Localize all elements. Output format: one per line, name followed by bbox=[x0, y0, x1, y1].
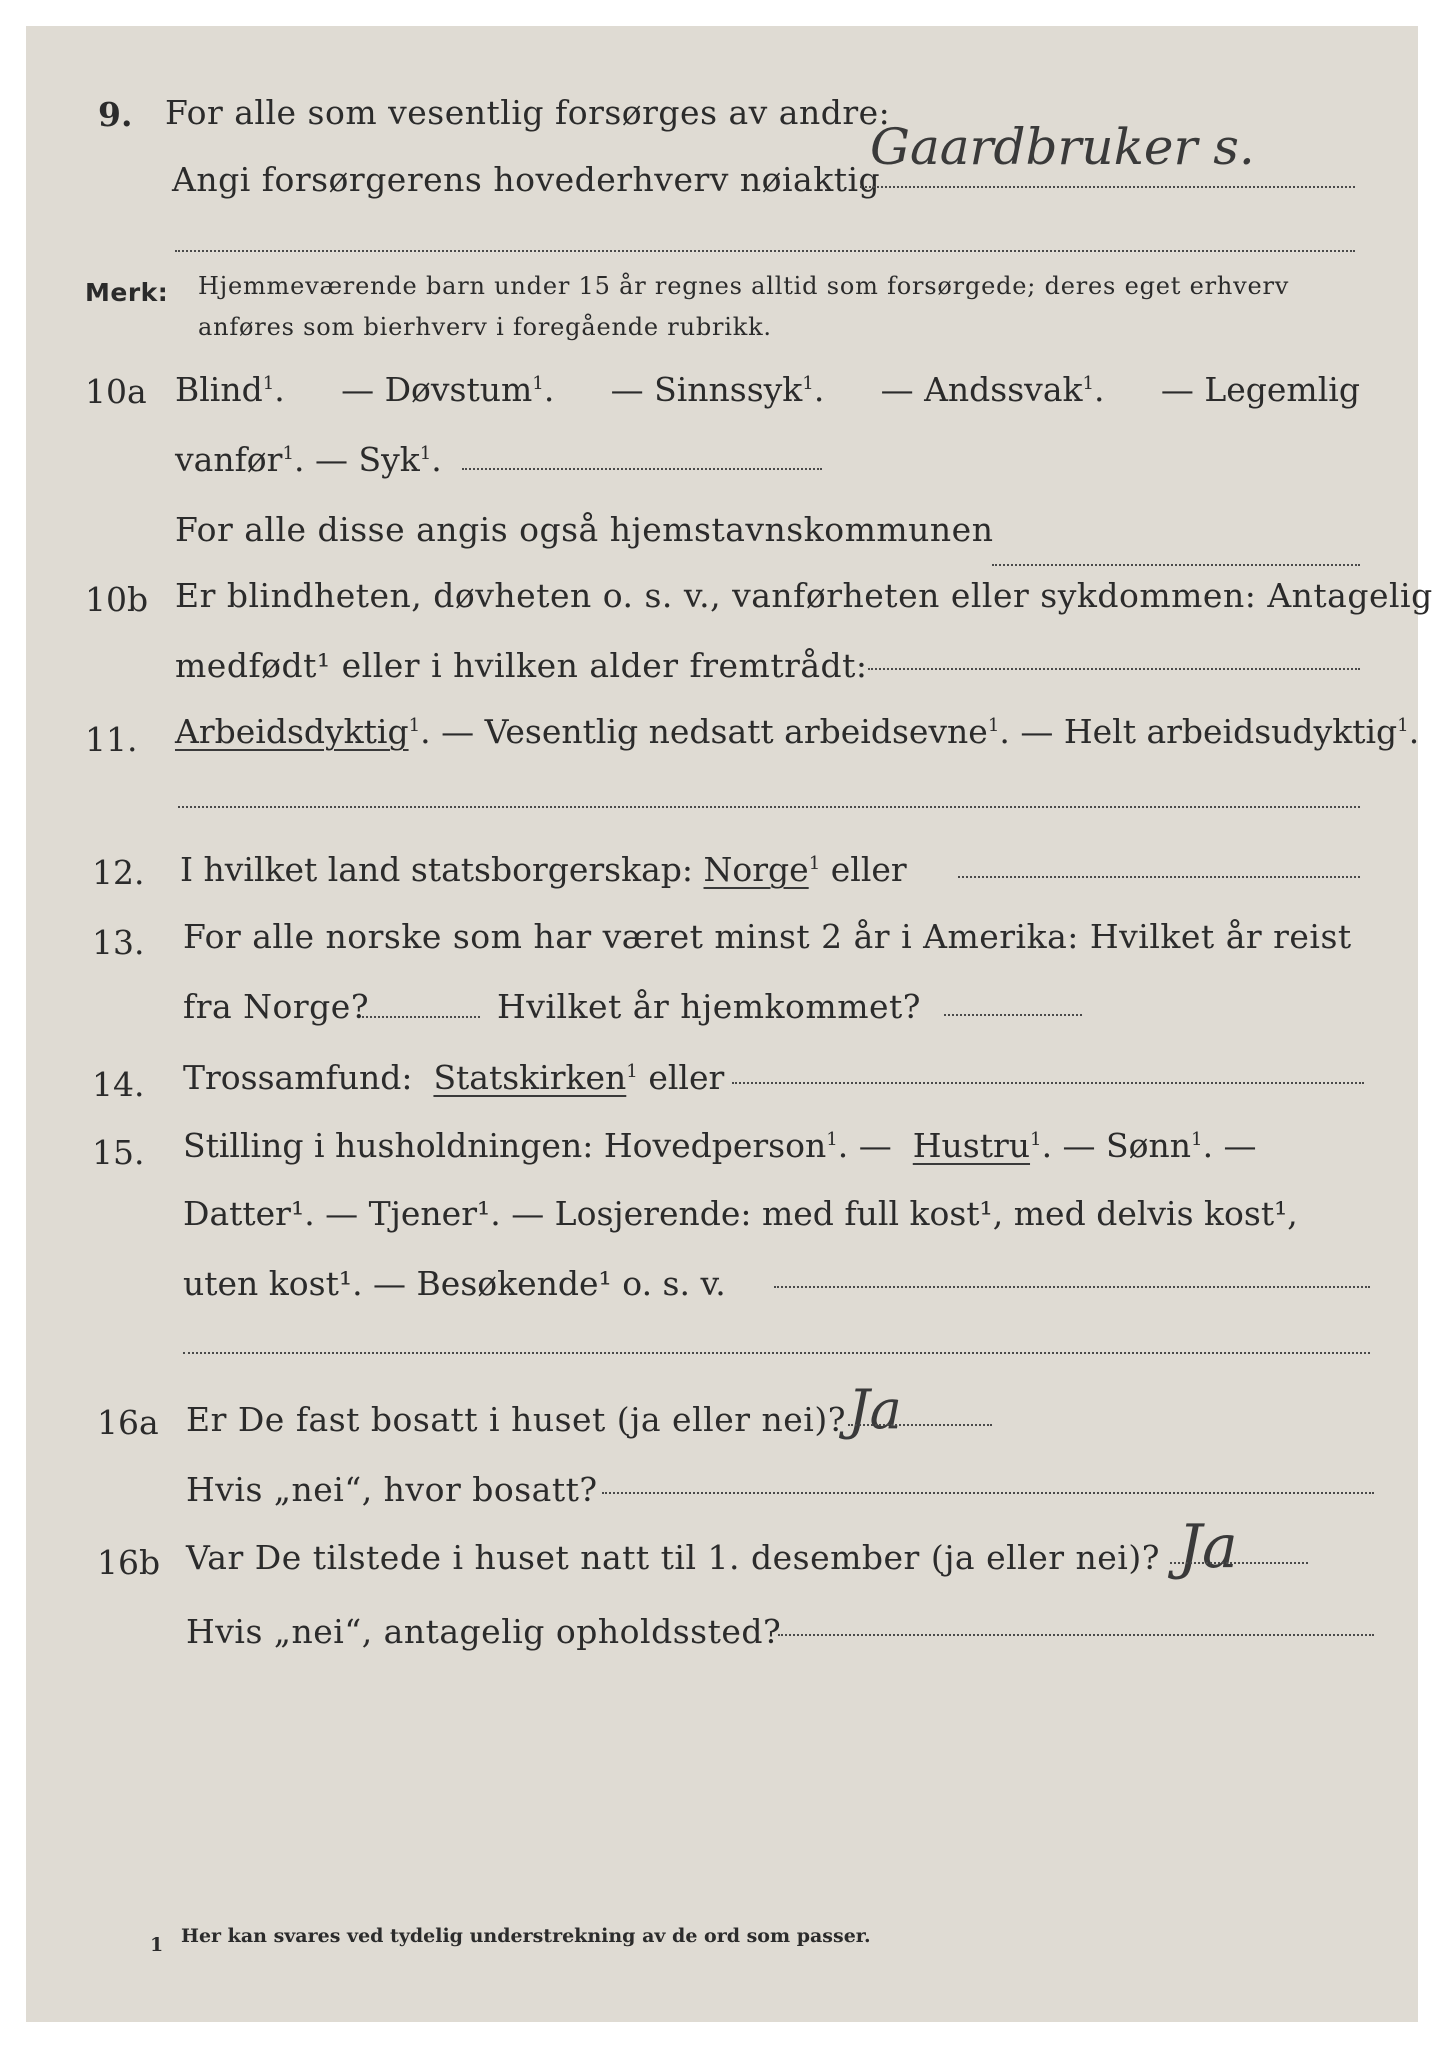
merk-line1: Hjemmeværende barn under 15 år regnes alltid som forsørgede; deres eget erhverv bbox=[198, 272, 1290, 300]
q11-number: 11. bbox=[85, 720, 138, 759]
q15-line3: uten kost¹. — Besøkende¹ o. s. v. bbox=[183, 1264, 726, 1303]
q9-line2: Angi forsørgerens hovederhverv nøiaktig bbox=[172, 160, 881, 199]
q16b-line1: Var De tilstede i huset natt til 1. desember (ja eller nei)? bbox=[186, 1538, 1160, 1577]
q13-hjemkommet-line bbox=[944, 1014, 1082, 1016]
q13-line2b: Hvilket år hjemkommet? bbox=[497, 987, 921, 1026]
q10a-syk-line bbox=[462, 468, 822, 470]
option-statskirken-underlined: Statskirken bbox=[433, 1058, 627, 1097]
q13-reist-line bbox=[362, 1016, 480, 1018]
q14-answer-line bbox=[732, 1082, 1364, 1084]
q16a-number: 16a bbox=[97, 1403, 159, 1442]
footnote-mark: 1 bbox=[150, 1934, 164, 1956]
q16a-line2: Hvis „nei“, hvor bosatt? bbox=[186, 1470, 598, 1509]
q16a-bosatt-line bbox=[602, 1492, 1374, 1494]
option-vanfor: vanfør$^1$. bbox=[175, 440, 305, 479]
footnote-text: Her kan svares ved tydelig understrekning av de ord som passer. bbox=[181, 1925, 871, 1947]
q16b-opholdssted-line bbox=[778, 1634, 1374, 1636]
option-sinnssyk: — Sinnssyk$^1$. bbox=[610, 370, 825, 409]
q16b-answer-line bbox=[1170, 1562, 1308, 1564]
option-dovstum: — Døvstum$^1$. bbox=[341, 370, 555, 409]
q12-text: I hvilket land statsborgerskap: Norge$^1$ eller bbox=[180, 850, 907, 889]
q13-number: 13. bbox=[92, 923, 145, 962]
q10b-number: 10b bbox=[85, 580, 149, 619]
merk-label: Merk: bbox=[85, 278, 169, 307]
option-hustru-underlined: Hustru bbox=[912, 1126, 1031, 1165]
q16b-number: 16b bbox=[97, 1543, 161, 1582]
q12-number: 12. bbox=[92, 853, 145, 892]
q10b-line1: Er blindheten, døvheten o. s. v., vanførheten eller sykdommen: Antagelig bbox=[175, 576, 1433, 615]
q14-text: Trossamfund: Statskirken$^1$ eller bbox=[183, 1058, 725, 1097]
q15-extra-line bbox=[183, 1352, 1370, 1354]
q10b-answer-line bbox=[868, 668, 1360, 670]
q10a-number: 10a bbox=[85, 372, 147, 411]
option-norge-underlined: Norge bbox=[703, 850, 809, 889]
option-legemlig: — Legemlig bbox=[1160, 370, 1360, 409]
option-syk: — Syk$^1$. bbox=[314, 440, 442, 479]
q10a-kommune-line bbox=[992, 564, 1360, 566]
q9-answer-line bbox=[860, 186, 1355, 188]
q12-answer-line bbox=[958, 876, 1360, 878]
q10a-line2 bbox=[175, 440, 442, 479]
q9-line1: For alle som vesentlig forsørges av andre: bbox=[165, 93, 891, 132]
merk-line2: anføres som bierhverv i foregående rubrikk. bbox=[198, 313, 772, 341]
q11-options: Arbeidsdyktig$^1$. — Vesentlig nedsatt arbeidsevne$^1$. — Helt arbeidsudyktig$^1$. bbox=[175, 712, 1420, 751]
option-nedsatt: . — Vesentlig nedsatt arbeidsevne bbox=[420, 712, 988, 751]
q15-answer-line bbox=[774, 1286, 1370, 1288]
q16b-handwritten-answer: Ja bbox=[1178, 1512, 1238, 1582]
q9-number: 9. bbox=[98, 95, 133, 134]
q16a-answer-line bbox=[848, 1424, 992, 1426]
q15-line1: Stilling i husholdningen: Hovedperson$^1$. — Hustru$^1$. — Sønn$^1$. — bbox=[183, 1126, 1257, 1165]
q15-number: 15. bbox=[92, 1133, 145, 1172]
q16a-line1: Er De fast bosatt i huset (ja eller nei)? bbox=[186, 1400, 846, 1439]
q10a-options bbox=[175, 370, 1360, 409]
q10a-line3: For alle disse angis også hjemstavnskommunen bbox=[175, 510, 994, 549]
option-arbeidsudyktig: . — Helt arbeidsudyktig bbox=[999, 712, 1398, 751]
q13-line1: For alle norske som har været minst 2 år i Amerika: Hvilket år reist bbox=[183, 917, 1352, 956]
q13-line2a: fra Norge? bbox=[183, 987, 370, 1026]
q9-extra-line bbox=[175, 250, 1355, 252]
q14-number: 14. bbox=[92, 1065, 145, 1104]
option-arbeidsdyktig-underlined: Arbeidsdyktig bbox=[175, 712, 409, 751]
q16a-handwritten-answer: Ja bbox=[848, 1378, 902, 1441]
option-andssvak: — Andssvak$^1$. bbox=[880, 370, 1105, 409]
q10b-line2: medfødt¹ eller i hvilken alder fremtrådt: bbox=[175, 646, 868, 685]
q9-handwritten-answer: Gaardbruker s. bbox=[870, 118, 1255, 176]
q11-extra-line bbox=[178, 806, 1360, 808]
q15-line2: Datter¹. — Tjener¹. — Losjerende: med full kost¹, med delvis kost¹, bbox=[183, 1194, 1298, 1233]
option-blind: Blind$^1$. bbox=[175, 370, 285, 409]
q16b-line2: Hvis „nei“, antagelig opholdssted? bbox=[186, 1612, 782, 1651]
